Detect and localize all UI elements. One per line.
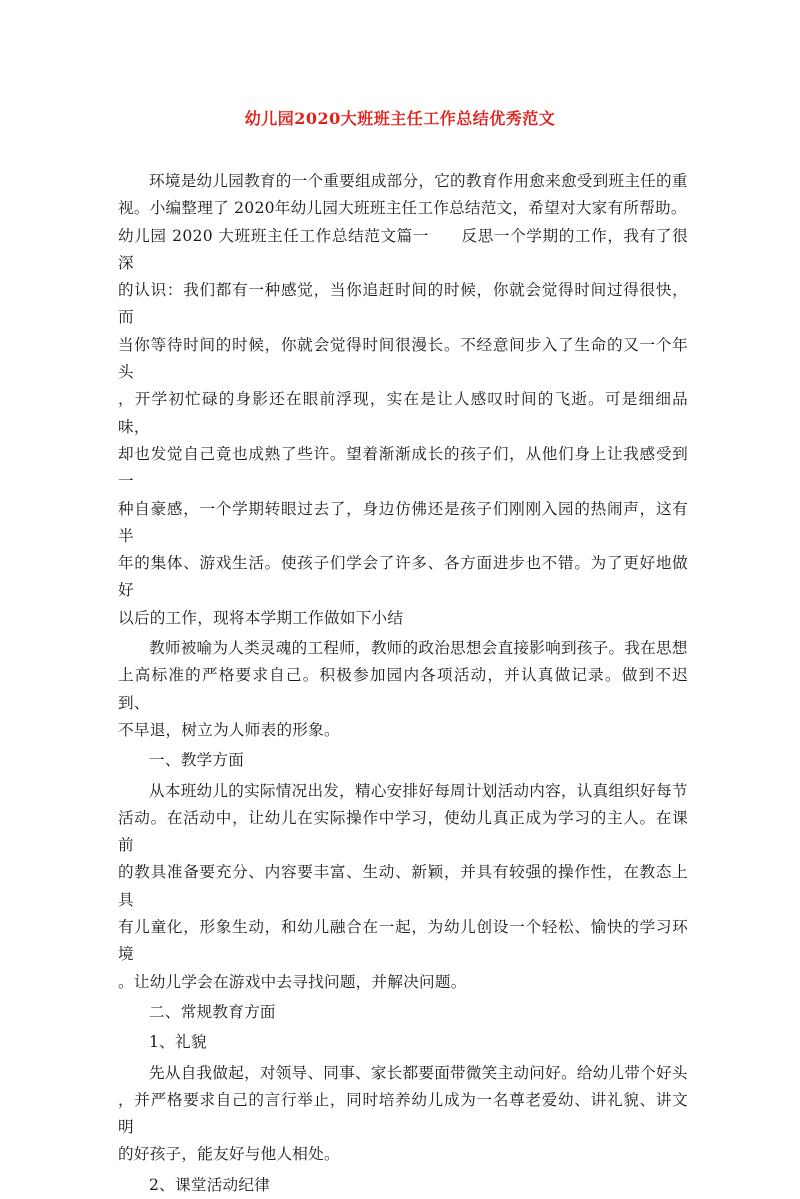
teacher-paragraph: [118, 635, 688, 744]
intro-line: 环境是幼儿园教育的一个重要组成部分，它的教育作用愈来愈受到班主任的重: [149, 172, 688, 190]
subsection-heading-manners: 1、礼貌: [149, 1033, 207, 1052]
section-heading-teaching: 一、教学方面: [149, 751, 245, 770]
intro-line: 幼儿园 2020 大班班主任工作总结范文篇一 反思一个学期的工作，我有了很深: [118, 226, 688, 272]
teaching-line: 的教具准备要充分、内容要丰富、生动、新颖，并具有较强的操作性，在教态上具: [118, 863, 688, 909]
intro-line: 以后的工作，现将本学期工作做如下小结: [118, 608, 404, 627]
intro-line: 却也发觉自己竟也成熟了些许。望着渐渐成长的孩子们，从他们身上让我感受到一: [118, 444, 688, 491]
document-title: 幼儿园2020大班班主任工作总结优秀范文: [244, 109, 556, 128]
subsection-heading-discipline: 2、课堂活动纪律: [149, 1175, 271, 1194]
manners-line: ，并严格要求自己的言行举止，同时培养幼儿成为一名尊老爱幼、讲礼貌、讲文明: [118, 1090, 688, 1137]
teaching-line: 。让幼儿学会在游戏中去寻找问题，并解决问题。: [118, 972, 467, 991]
teaching-line: 从本班幼儿的实际情况出发，精心安排好每周计划活动内容，认真组织好每节: [149, 781, 688, 800]
teaching-line: 活动。在活动中，让幼儿在实际操作中学习，使幼儿真正成为学习的主人。在课前: [118, 808, 688, 855]
intro-line: 当你等待时间的时候，你就会觉得时间很漫长。不经意间步入了生命的又一个年头: [118, 335, 688, 382]
intro-line: 视。小编整理了 2020年幼儿园大班班主任工作总结范文，希望对大家有所帮助。: [118, 199, 687, 218]
teaching-paragraph: [118, 778, 688, 996]
intro-line: 的认识：我们都有一种感觉，当你追赶时间的时候，你就会觉得时间过得很快，而: [118, 281, 688, 327]
manners-line: 先从自我做起，对领导、同事、家长都要面带微笑主动问好。给幼儿带个好头: [149, 1063, 688, 1082]
teaching-line: 有儿童化，形象生动，和幼儿融合在一起，为幼儿创设一个轻松、愉快的学习环境: [118, 918, 688, 964]
teacher-line: 教师被喻为人类灵魂的工程师，教师的政治思想会直接影响到孩子。我在思想: [149, 639, 688, 658]
manners-paragraph: [118, 1060, 688, 1169]
teacher-line: 上高标准的严格要求自己。积极参加园内各项活动，并认真做记录。做到不迟到、: [118, 666, 688, 712]
intro-line: 年的集体、游戏生活。使孩子们学会了许多、各方面进步也不错。为了更好地做好: [118, 554, 688, 600]
intro-line: 种自豪感，一个学期转眼过去了，身边仿佛还是孩子们刚刚入园的热闹声，这有半: [118, 499, 688, 545]
document-body: [118, 168, 688, 1199]
teacher-line: 不早退，树立为人师表的形象。: [118, 720, 340, 739]
intro-paragraph: [118, 168, 688, 632]
intro-line: ，开学初忙碌的身影还在眼前浮现，实在是让人感叹时间的飞逝。可是细细品味，: [118, 390, 688, 436]
section-heading-routine: 二、常规教育方面: [149, 1002, 276, 1021]
manners-line: 的好孩子，能友好与他人相处。: [118, 1145, 340, 1164]
